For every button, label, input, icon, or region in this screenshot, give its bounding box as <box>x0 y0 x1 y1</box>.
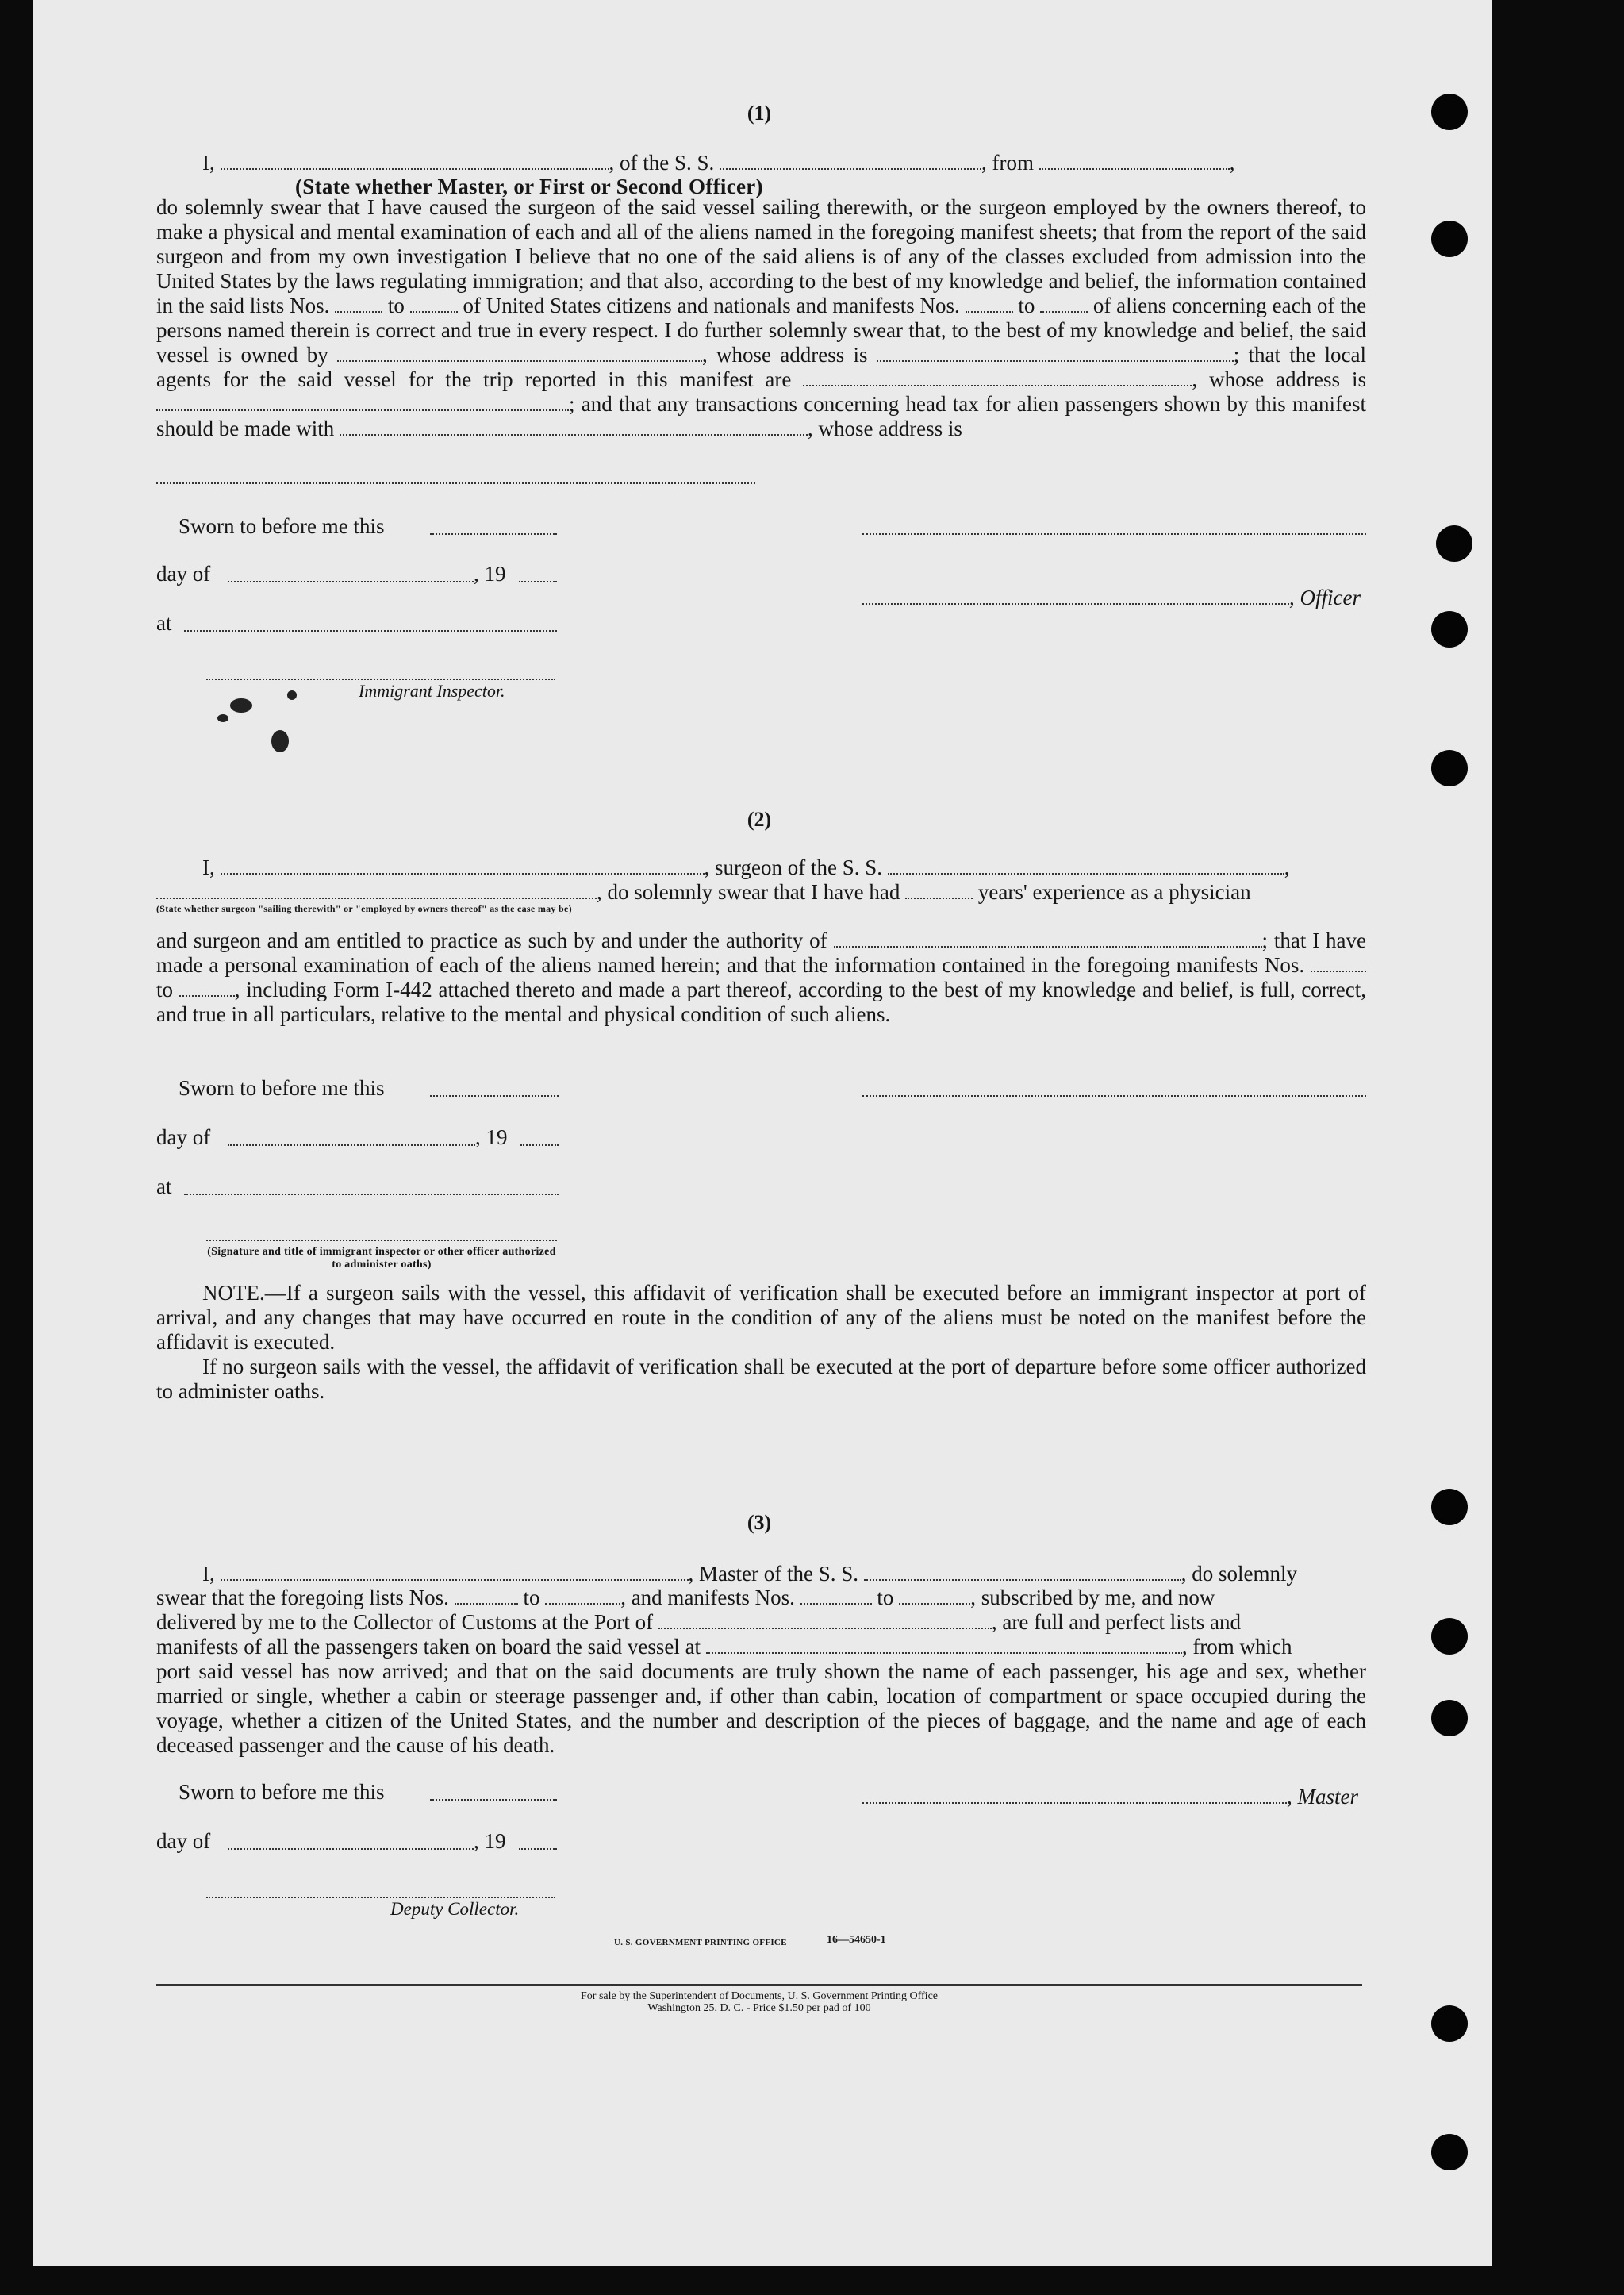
s1-year-label: , 19 <box>474 562 506 586</box>
s3-collector-label: Deputy Collector. <box>390 1899 520 1919</box>
manifests-from-field[interactable] <box>966 311 1013 313</box>
s3-sworn-label: Sworn to before me this <box>179 1780 385 1804</box>
s2-signature-line[interactable] <box>862 1095 1366 1097</box>
footer-price-line: Washington 25, D. C. - Price $1.50 per pad of 100 <box>647 2002 871 2014</box>
master-name-field[interactable] <box>221 1579 689 1581</box>
s2-note-2: If no surgeon sails with the vessel, the affidavit of verification shall be executed at the port of departure before some officer authorized to administer oaths. <box>156 1355 1366 1403</box>
s3-year-field[interactable] <box>519 1848 557 1850</box>
form-number: 16—54650-1 <box>827 1934 886 1946</box>
s2-line-2: , do solemnly swear that I have had years' experience as a physician <box>156 880 1366 905</box>
s2-year-field[interactable] <box>520 1144 559 1146</box>
gpo-imprint: U. S. GOVERNMENT PRINTING OFFICE <box>614 1938 787 1947</box>
s3-manifests-from-field[interactable] <box>800 1603 872 1605</box>
s1-inspector-label: Immigrant Inspector. <box>359 681 505 701</box>
from-port-field[interactable] <box>1039 168 1230 170</box>
s1-signature-line[interactable] <box>862 533 1366 535</box>
head-tax-contact-field[interactable] <box>340 434 808 436</box>
s1-sworn-label: Sworn to before me this <box>179 514 385 538</box>
s2-day-label: day of <box>156 1125 211 1149</box>
years-field[interactable] <box>905 898 973 899</box>
s3-year-label: , 19 <box>474 1829 506 1853</box>
s3-day-label: day of <box>156 1829 211 1853</box>
s1-inspector-line[interactable] <box>206 679 555 680</box>
s2-manifests-from-field[interactable] <box>1311 971 1366 972</box>
ink-smudge <box>271 730 289 752</box>
s1-day-field[interactable] <box>228 581 474 582</box>
s3-master-signature-line[interactable] <box>862 1802 1287 1804</box>
punch-hole-icon <box>1431 1700 1468 1736</box>
vessel-name-field[interactable] <box>720 168 981 170</box>
collector-port-field[interactable] <box>658 1628 992 1629</box>
s3-line-2: swear that the foregoing lists Nos. to , and manifests Nos. to , subscribed by me, and now <box>156 1586 1215 1609</box>
punch-hole-icon <box>1436 525 1472 562</box>
s1-day-label: day of <box>156 562 211 586</box>
s2-note: NOTE.—If a surgeon sails with the vessel, this affidavit of verification shall be executed before an immigrant inspector at port of arrival, and any changes that may have occurred en route in the condition of any of the aliens must be noted on the manifest before the affidavit is executed. <box>156 1281 1366 1354</box>
punch-hole-icon <box>1431 2005 1468 2042</box>
footer-rule <box>156 1984 1362 1986</box>
s3-line-4: manifests of all the passengers taken on board the said vessel at , from which <box>156 1635 1292 1659</box>
owner-address-field[interactable] <box>877 360 1234 362</box>
authority-field[interactable] <box>834 946 1262 948</box>
s2-sworn-label: Sworn to before me this <box>179 1076 385 1100</box>
s1-sworn-field[interactable] <box>430 533 557 535</box>
local-agents-field[interactable] <box>803 385 1192 386</box>
s1-officer-label: , Officer <box>1289 586 1361 609</box>
s2-line-1: I, , surgeon of the S. S. , <box>202 855 1290 879</box>
s1-year-field[interactable] <box>519 581 557 582</box>
s2-at-field[interactable] <box>184 1194 559 1195</box>
s1-line-1: I, , of the S. S. , from , <box>202 151 1235 175</box>
s1-officer-line[interactable] <box>862 603 1289 605</box>
s1-at-label: at <box>156 611 172 635</box>
section-3-number: (3) <box>747 1511 772 1534</box>
agents-address-field[interactable] <box>156 409 569 411</box>
s3-master-label: , Master <box>1287 1785 1358 1809</box>
punch-hole-icon <box>1431 94 1468 130</box>
s3-collector-line[interactable] <box>206 1897 555 1898</box>
s2-at-label: at <box>156 1174 172 1198</box>
s3-line-3: delivered by me to the Collector of Customs at the Port of , are full and perfect lists and <box>156 1610 1242 1634</box>
s3-vessel-field[interactable] <box>864 1579 1181 1581</box>
s3-lists-to-field[interactable] <box>545 1603 620 1605</box>
s3-sworn-field[interactable] <box>430 1799 557 1801</box>
s2-sworn-field[interactable] <box>430 1095 559 1097</box>
punch-hole-icon <box>1431 1618 1468 1655</box>
s3-manifests-to-field[interactable] <box>899 1603 970 1605</box>
officer-rank-field[interactable] <box>221 168 609 170</box>
section-1-number: (1) <box>747 102 772 125</box>
document-page <box>33 0 1492 2266</box>
s3-line-1: I, , Master of the S. S. , do solemnly <box>202 1562 1297 1586</box>
manifests-to-field[interactable] <box>1040 311 1088 313</box>
ink-smudge <box>217 714 228 722</box>
punch-hole-icon <box>1431 611 1468 648</box>
surgeon-type-field[interactable] <box>156 898 597 899</box>
s2-signature-hint: (Signature and title of immigrant inspector or other officer authorized to administer oaths) <box>207 1246 556 1271</box>
punch-hole-icon <box>1431 2134 1468 2170</box>
lists-to-field[interactable] <box>410 311 458 313</box>
s1-at-field[interactable] <box>184 630 557 632</box>
address-line[interactable] <box>156 482 755 484</box>
surgeon-type-hint: (State whether surgeon "sailing therewith" or "employed by owners thereof" as the case may be) <box>156 903 572 914</box>
punch-hole-icon <box>1431 1489 1468 1525</box>
embark-port-field[interactable] <box>706 1652 1182 1654</box>
s2-signature-title-line[interactable] <box>206 1240 557 1241</box>
state-rank-hint: (State whether Master, or First or Second Officer) <box>295 175 763 198</box>
s2-year-label: , 19 <box>475 1125 508 1149</box>
ink-smudge <box>230 698 252 713</box>
surgeon-name-field[interactable] <box>221 873 705 875</box>
s1-body: do solemnly swear that I have caused the surgeon of the said vessel sailing therewith, or the surgeon employed by the owners thereof, to make a physical and mental examination of each and all of the aliens named in the foregoing manifest sheets; that from the report of the said surgeon and from my own investigation I believe that no one of the said aliens is of any of the classes excluded from admission into the United States by the laws regulating immigration; and that also, according to the best of my knowledge and belief, the information contained in the said lists Nos. to of United States citizens and nationals and manifests Nos. to of aliens concerning each of the persons named therein is correct and true in every respect. I do further solemnly swear that, to the best of my knowledge and belief, the said vessel is owned by , whose address is ; that the local agents for the said vessel for the trip reported in this manifest are , whose address is ; and that any transactions concerning head tax for alien passengers shown by this manifest should be made with , whose address is <box>156 195 1367 440</box>
punch-hole-icon <box>1431 221 1468 257</box>
s3-body: port said vessel has now arrived; and that on the said documents are truly shown the name of each passenger, his age and sex, whether married or single, whether a cabin or steerage passenger and, if other than cabin, location of compartment or space occupied during the voyage, whether a citizen of the United States, and the number and description of the pieces of baggage, and the name and age of each deceased passenger and the cause of his death. <box>156 1659 1366 1757</box>
owner-field[interactable] <box>337 360 702 362</box>
section-2-number: (2) <box>747 808 772 831</box>
s2-manifests-to-field[interactable] <box>179 995 235 997</box>
footer-sale-line: For sale by the Superintendent of Documents, U. S. Government Printing Office <box>581 1990 938 2002</box>
s2-day-field[interactable] <box>228 1144 475 1146</box>
s3-lists-from-field[interactable] <box>455 1603 518 1605</box>
lists-from-field[interactable] <box>335 311 382 313</box>
ink-smudge <box>287 690 297 700</box>
punch-hole-icon <box>1431 750 1468 786</box>
s2-body: and surgeon and am entitled to practice as such by and under the authority of ; that I have made a personal examination of each of the aliens named herein; and that the information contained in the foregoing manifests Nos. to , including Form I-442 attached thereto and made a part thereof, according to the best of my knowledge and belief, is full, correct, and true in all particulars, relative to the mental and physical condition of such aliens. <box>156 928 1367 1026</box>
s3-day-field[interactable] <box>228 1848 474 1850</box>
s2-vessel-field[interactable] <box>888 873 1284 875</box>
